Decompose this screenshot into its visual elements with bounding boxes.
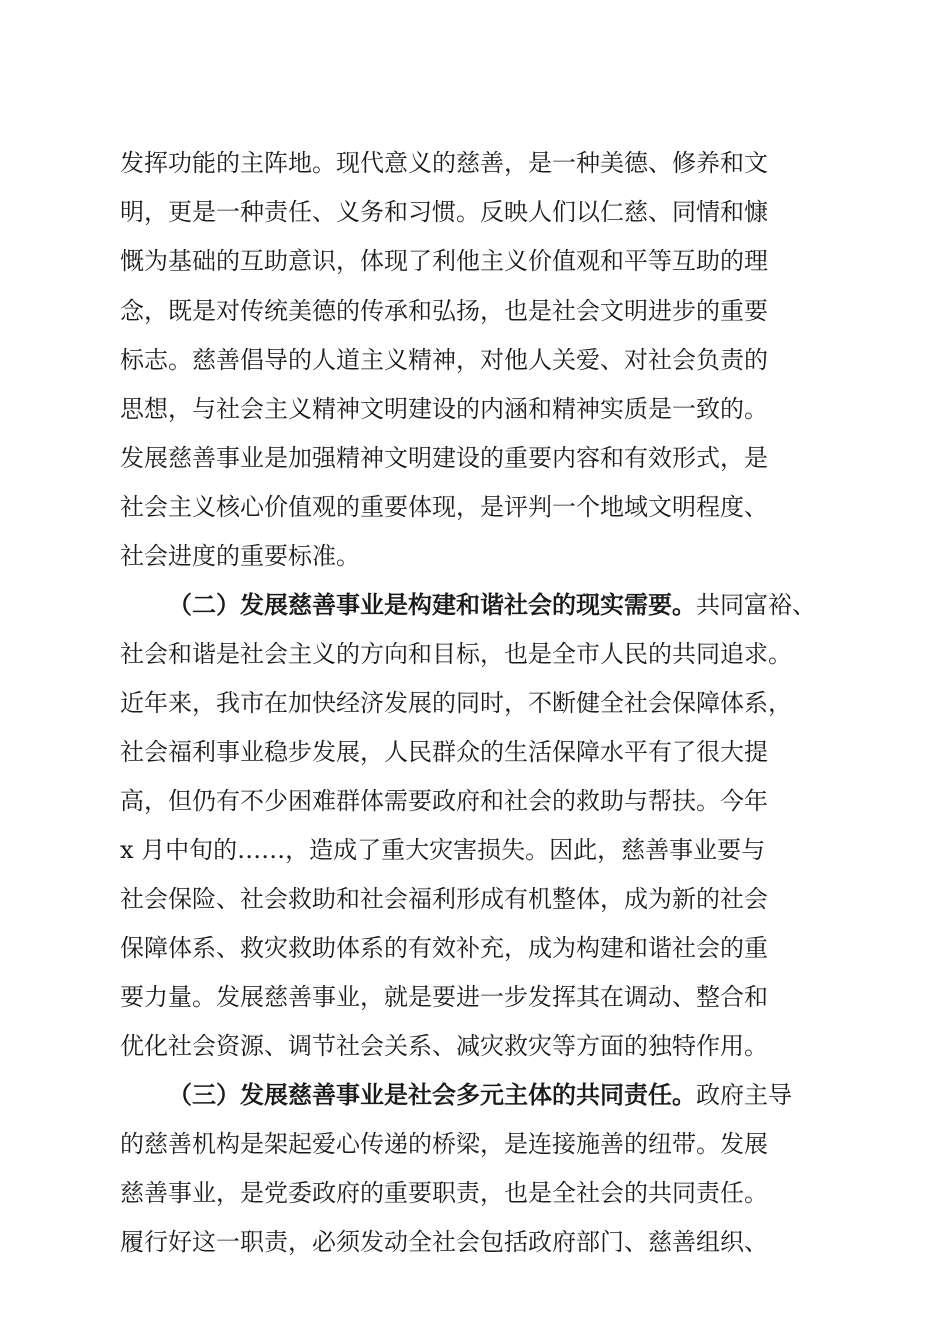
text-line: 念，既是对传统美德的传承和弘扬，也是社会文明进步的重要 (120, 297, 768, 325)
text-line: 发挥功能的主阵地。现代意义的慈善，是一种美德、修养和文 (120, 149, 768, 177)
section-heading: （三）发展慈善事业是社会多元主体的共同责任。 (168, 1080, 696, 1109)
text-line: 发展慈善事业是加强精神文明建设的重要内容和有效形式，是 (120, 444, 768, 472)
text-line: 社会保险、社会救助和社会福利形成有机整体，成为新的社会 (120, 885, 768, 913)
section-heading-line (168, 1075, 836, 1115)
section-text: 政府主导 (696, 1081, 792, 1109)
text-line: 社会福利事业稳步发展，人民群众的生活保障水平有了很大提 (120, 738, 768, 766)
text-line: 社会进度的重要标准。 (120, 542, 360, 570)
text-line: 社会主义核心价值观的重要体现，是评判一个地域文明程度、 (120, 493, 768, 521)
text-line: 的慈善机构是架起爱心传递的桥梁，是连接施善的纽带。发展 (120, 1130, 768, 1158)
text-line: 社会和谐是社会主义的方向和目标，也是全市人民的共同追求。 (120, 640, 792, 668)
text-line: 慨为基础的互助意识，体现了利他主义价值观和平等互助的理 (120, 247, 768, 275)
section-heading-line (168, 585, 836, 625)
text-line: 高，但仍有不少困难群体需要政府和社会的救助与帮扶。今年 (120, 787, 768, 815)
text-line: 思想，与社会主义精神文明建设的内涵和精神实质是一致的。 (120, 395, 768, 423)
section-text: 共同富裕、 (696, 591, 816, 619)
text-line: 保障体系、救灾救助体系的有效补充，成为构建和谐社会的重 (120, 934, 768, 962)
section-heading: （二）发展慈善事业是构建和谐社会的现实需要。 (168, 590, 696, 619)
text-line: 标志。慈善倡导的人道主义精神，对他人关爱、对社会负责的 (120, 346, 768, 374)
text-line: x 月中旬的……，造成了重大灾害损失。因此，慈善事业要与 (120, 836, 766, 864)
text-line: 优化社会资源、调节社会关系、减灾救灾等方面的独特作用。 (120, 1032, 768, 1060)
text-line: 要力量。发展慈善事业，就是要进一步发挥其在调动、整合和 (120, 983, 768, 1011)
text-line: 慈善事业，是党委政府的重要职责，也是全社会的共同责任。 (120, 1179, 768, 1207)
text-line: 近年来，我市在加快经济发展的同时，不断健全社会保障体系， (120, 689, 792, 717)
text-line: 明，更是一种责任、义务和习惯。反映人们以仁慈、同情和慷 (120, 198, 768, 226)
text-line: 履行好这一职责，必须发动全社会包括政府部门、慈善组织、 (120, 1228, 768, 1256)
